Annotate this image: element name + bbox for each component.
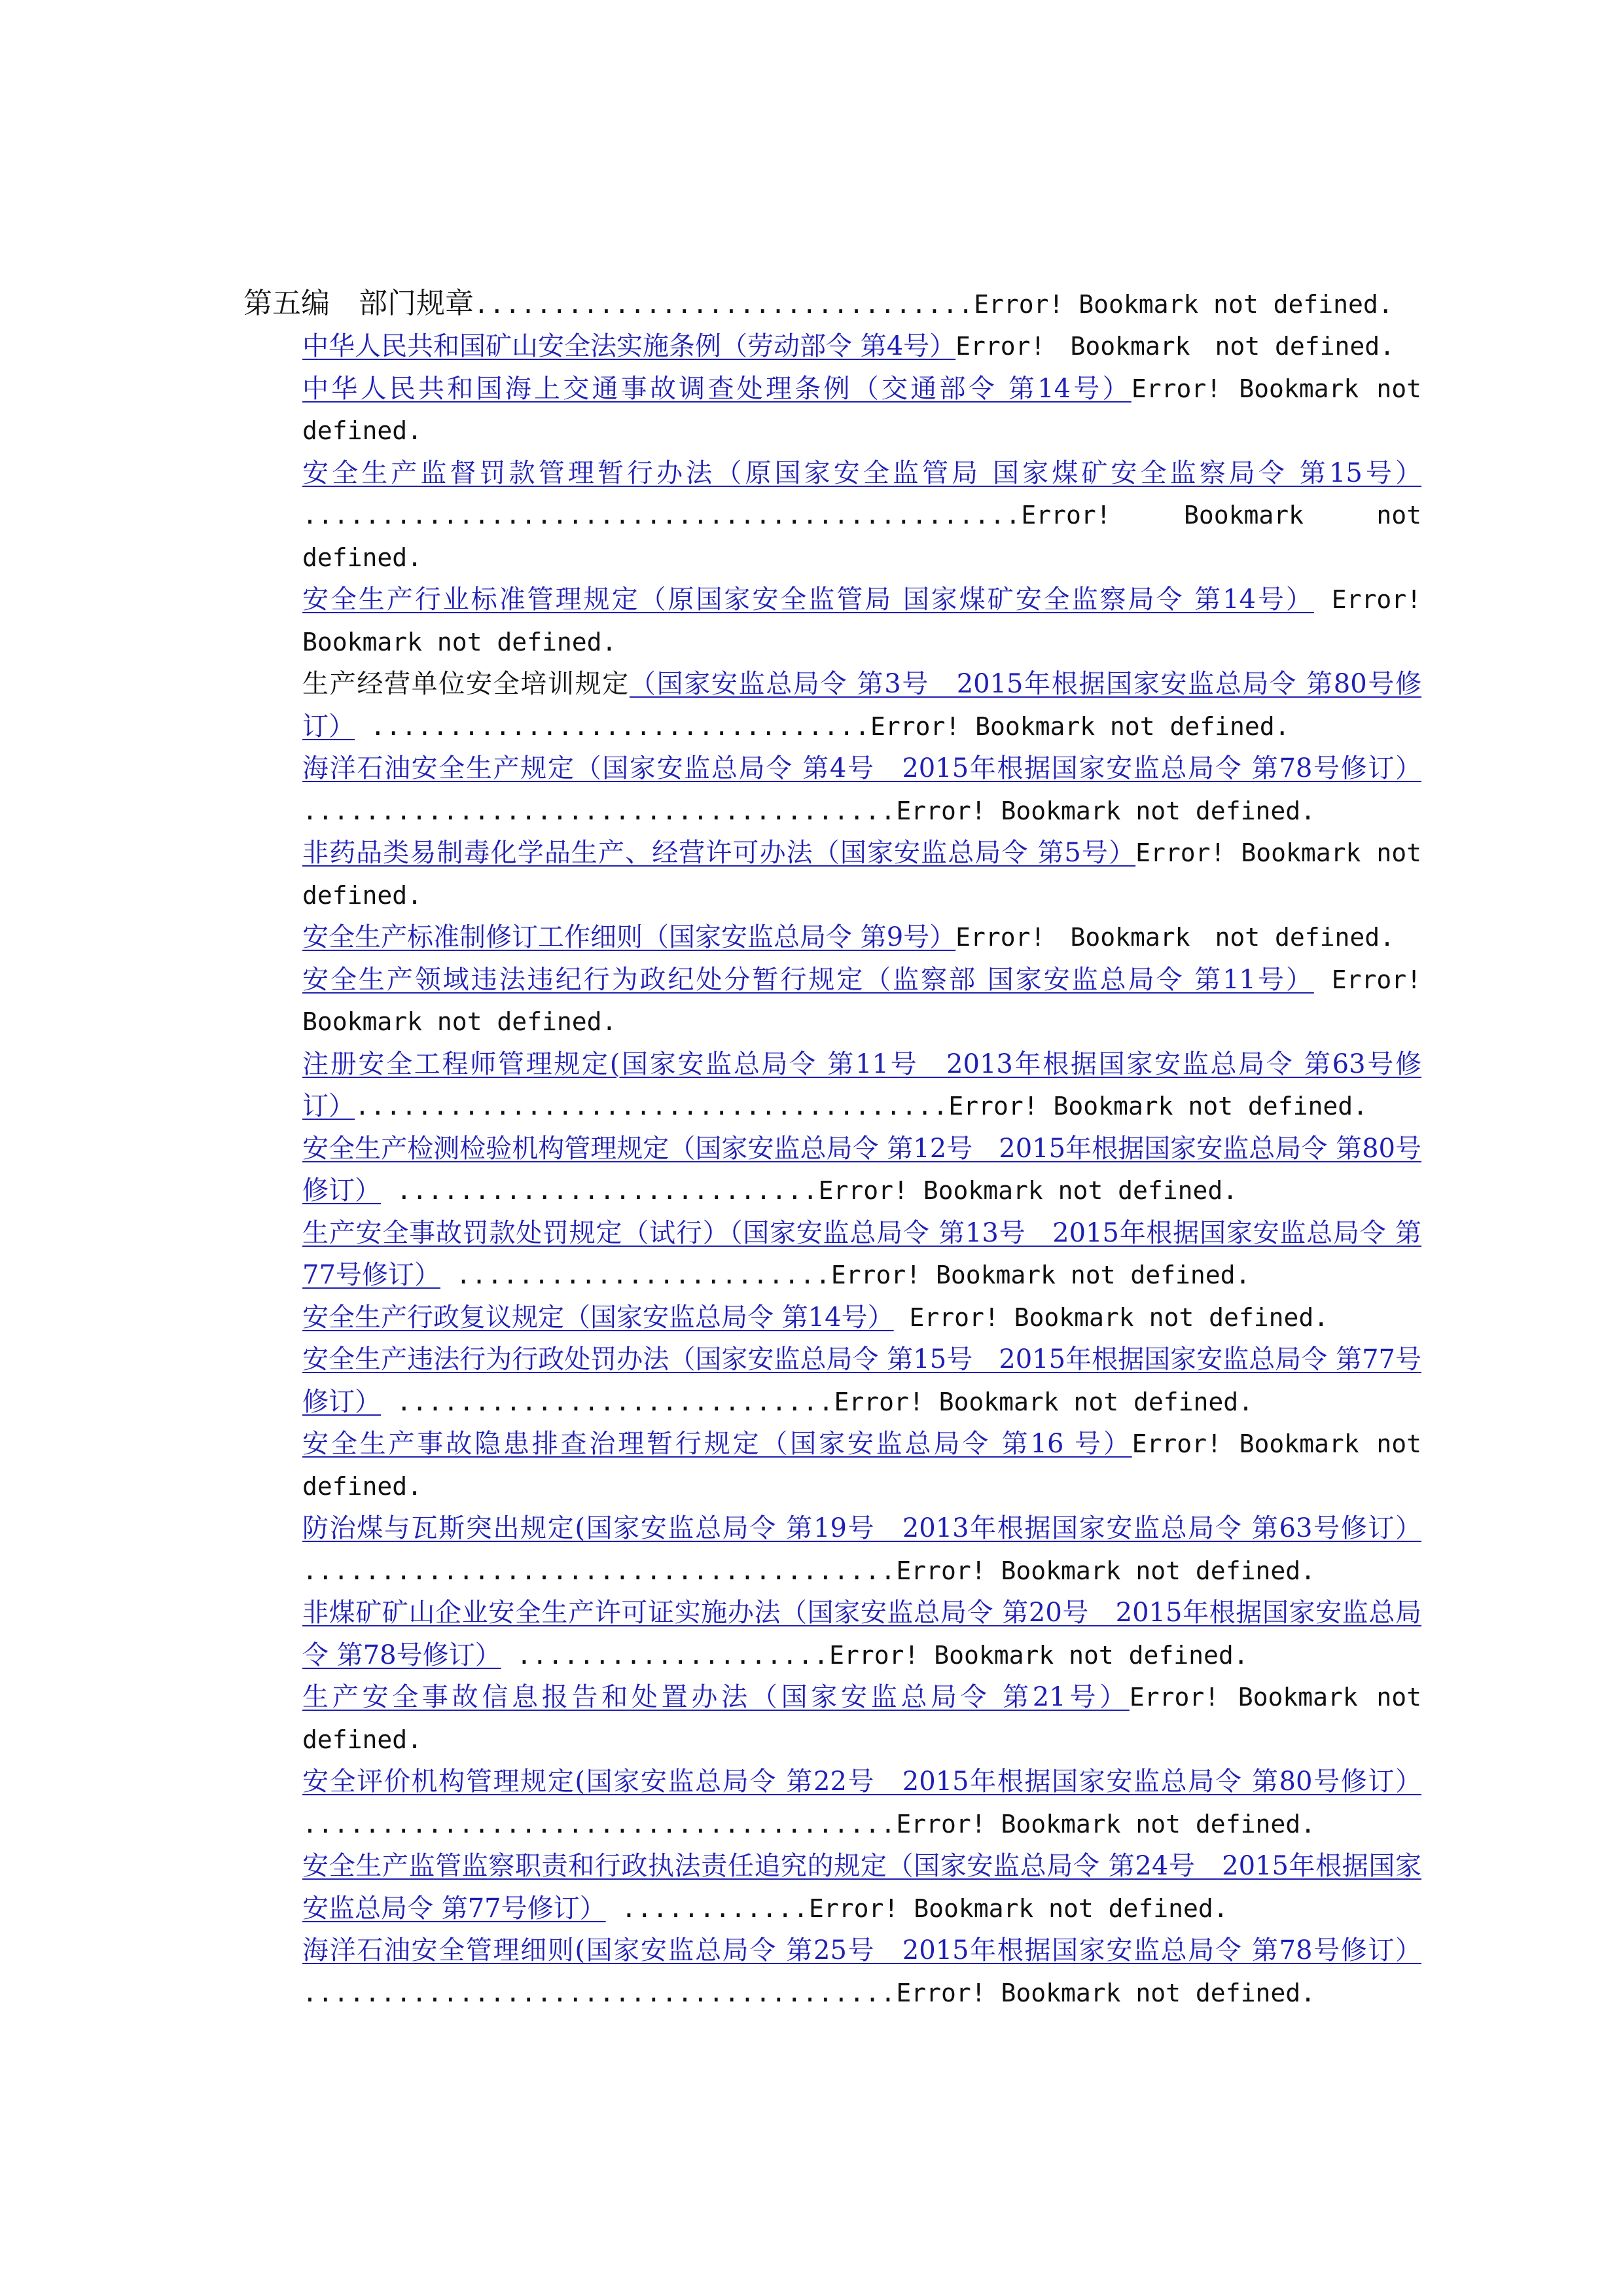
toc-entry bbox=[302, 916, 1421, 959]
toc-entry-link[interactable]: 安全生产违法行为行政处罚办法（国家安监总局令 第15号 2015年根据国家安监总局令 第77号修订） bbox=[302, 1344, 1421, 1417]
bookmark-error: Error! Bookmark not defined. bbox=[896, 796, 1315, 825]
section-heading: 第五编 部门规章 bbox=[243, 287, 474, 320]
toc-entry-link[interactable]: 安全生产检测检验机构管理规定（国家安监总局令 第12号 2015年根据国家安监总局令 第80号修订） bbox=[302, 1133, 1421, 1206]
toc-entry-link[interactable]: （国家安监总局令 第3号 2015年根据国家安监总局令 第80号修订） bbox=[302, 669, 1422, 742]
leader-dots bbox=[1314, 965, 1332, 994]
toc-entry-link[interactable]: 安全生产标准制修订工作细则（国家安监总局令 第9号） bbox=[302, 922, 956, 952]
bookmark-error: Error! Bookmark not defined. bbox=[818, 1176, 1238, 1205]
bookmark-error: Error! Bookmark not defined. bbox=[809, 1893, 1228, 1923]
toc-entry bbox=[302, 1128, 1421, 1212]
toc-entry bbox=[302, 832, 1421, 916]
toc-entry bbox=[302, 1507, 1421, 1592]
toc-entry-link[interactable]: 生产安全事故罚款处罚规定（试行）（国家安监总局令 第13号 2015年根据国家安监总局令 第77号修订） bbox=[302, 1217, 1421, 1290]
bookmark-error: Error! Bookmark not defined. bbox=[302, 838, 1421, 910]
table-of-contents bbox=[243, 283, 1421, 2014]
leader-dots: ........................... bbox=[381, 1176, 819, 1205]
toc-entry-link[interactable]: 安全生产监管监察职责和行政执法责任追究的规定（国家安监总局令 第24号 2015年根据国家安监总局令 第77号修订） bbox=[302, 1851, 1421, 1924]
toc-entry-link[interactable]: 中华人民共和国矿山安全法实施条例（劳动部令 第4号） bbox=[302, 331, 956, 361]
toc-entry bbox=[302, 452, 1421, 579]
leader-dots: ............ bbox=[605, 1893, 810, 1923]
leader-dots: ................................ bbox=[355, 711, 870, 741]
toc-entry-link[interactable]: 防治煤与瓦斯突出规定(国家安监总局令 第19号 2013年根据国家安监总局令 第63号修订） bbox=[302, 1513, 1421, 1543]
leader-dots: .................... bbox=[501, 1640, 830, 1670]
bookmark-error: Error! Bookmark not defined. bbox=[829, 1640, 1249, 1670]
toc-entry-link[interactable]: 安全生产行政复议规定（国家安监总局令 第14号） bbox=[302, 1302, 894, 1333]
toc-entries bbox=[243, 325, 1421, 2014]
leader-dots: ...................................... bbox=[302, 1978, 897, 2007]
toc-entry-link[interactable]: 注册安全工程师管理规定(国家安监总局令 第11号 2013年根据国家安监总局令 第63号修订） bbox=[302, 1049, 1421, 1121]
bookmark-error: Error! Bookmark not defined. bbox=[948, 1092, 1368, 1121]
bookmark-error: Error! Bookmark not defined. bbox=[302, 585, 1421, 656]
toc-entry-link[interactable]: 安全生产事故隐患排查治理暂行规定（国家安监总局令 第16 号） bbox=[302, 1429, 1132, 1459]
leader-dots: ...................................... bbox=[355, 1092, 949, 1121]
toc-entry bbox=[302, 747, 1421, 832]
toc-entry bbox=[302, 368, 1421, 452]
bookmark-error: Error! Bookmark not defined. bbox=[974, 290, 1393, 319]
bookmark-error: Error! Bookmark not defined. bbox=[302, 965, 1421, 1036]
bookmark-error: Error! Bookmark not defined. bbox=[955, 332, 1395, 361]
leader-dots: ...................................... bbox=[302, 1809, 897, 1839]
toc-entry bbox=[302, 1043, 1421, 1128]
bookmark-error: Error! Bookmark not defined. bbox=[909, 1302, 1329, 1332]
toc-heading-line bbox=[243, 283, 1421, 325]
toc-entry bbox=[302, 1676, 1421, 1761]
toc-entry bbox=[302, 1929, 1421, 2014]
toc-entry-link[interactable]: 安全评价机构管理规定(国家安监总局令 第22号 2015年根据国家安监总局令 第80号修订） bbox=[302, 1767, 1421, 1797]
leader-dots: .............................................. bbox=[302, 501, 1022, 529]
toc-entry bbox=[302, 1423, 1421, 1507]
bookmark-error: Error! Bookmark not defined. bbox=[302, 501, 1421, 572]
leader-dots: ............................ bbox=[381, 1387, 834, 1416]
leader-dots: ...................................... bbox=[302, 1556, 897, 1585]
toc-entry-link[interactable]: 非药品类易制毒化学品生产、经营许可办法（国家安监总局令 第5号） bbox=[302, 838, 1136, 868]
toc-entry-link[interactable]: 海洋石油安全生产规定（国家安监总局令 第4号 2015年根据国家安监总局令 第78号修订） bbox=[302, 753, 1421, 783]
toc-entry-plain-text: 生产经营单位安全培训规定 bbox=[302, 669, 630, 699]
toc-entry bbox=[302, 1592, 1421, 1676]
toc-entry bbox=[302, 1761, 1421, 1845]
bookmark-error: Error! Bookmark not defined. bbox=[896, 1978, 1315, 2007]
bookmark-error: Error! Bookmark not defined. bbox=[302, 1429, 1421, 1501]
bookmark-error: Error! Bookmark not defined. bbox=[830, 1261, 1251, 1289]
bookmark-error: Error! Bookmark not defined. bbox=[302, 374, 1421, 445]
toc-entry-link[interactable]: 安全生产行业标准管理规定（原国家安全监管局 国家煤矿安全监察局令 第14号） bbox=[302, 584, 1314, 615]
toc-entry-link[interactable]: 中华人民共和国海上交通事故调查处理条例（交通部令 第14号） bbox=[302, 373, 1132, 404]
bookmark-error: Error! Bookmark not defined. bbox=[896, 1556, 1315, 1585]
toc-entry-link[interactable]: 海洋石油安全管理细则(国家安监总局令 第25号 2015年根据国家安监总局令 第78号修订） bbox=[302, 1935, 1421, 1965]
bookmark-error: Error! Bookmark not defined. bbox=[870, 711, 1290, 741]
toc-entry bbox=[302, 325, 1421, 368]
toc-entry bbox=[302, 1212, 1421, 1297]
toc-entry bbox=[302, 579, 1421, 663]
toc-entry-link[interactable]: 生产安全事故信息报告和处置办法（国家安监总局令 第21号） bbox=[302, 1682, 1130, 1712]
toc-entry-link[interactable]: 安全生产领域违法违纪行为政纪处分暂行规定（监察部 国家安监总局令 第11号） bbox=[302, 964, 1314, 995]
leader-dots bbox=[1314, 585, 1332, 614]
toc-entry bbox=[302, 1338, 1421, 1423]
bookmark-error: Error! Bookmark not defined. bbox=[896, 1809, 1315, 1839]
toc-entry-link[interactable]: 非煤矿矿山企业安全生产许可证实施办法（国家安监总局令 第20号 2015年根据国家安监总局令 第78号修订） bbox=[302, 1598, 1421, 1670]
leader-dots: ........................ bbox=[440, 1261, 831, 1289]
bookmark-error: Error! Bookmark not defined. bbox=[955, 923, 1395, 952]
leader-dots: ................................ bbox=[474, 290, 974, 319]
toc-entry bbox=[302, 1297, 1421, 1339]
bookmark-error: Error! Bookmark not defined. bbox=[834, 1387, 1254, 1416]
leader-dots bbox=[894, 1303, 910, 1332]
leader-dots: ...................................... bbox=[302, 796, 897, 825]
toc-entry-link[interactable]: 安全生产监督罚款管理暂行办法（原国家安全监管局 国家煤矿安全监察局令 第15号） bbox=[302, 457, 1421, 488]
toc-entry bbox=[302, 959, 1421, 1043]
toc-entry bbox=[302, 1845, 1421, 1929]
bookmark-error: Error! Bookmark not defined. bbox=[302, 1683, 1421, 1754]
toc-entry bbox=[302, 663, 1421, 747]
